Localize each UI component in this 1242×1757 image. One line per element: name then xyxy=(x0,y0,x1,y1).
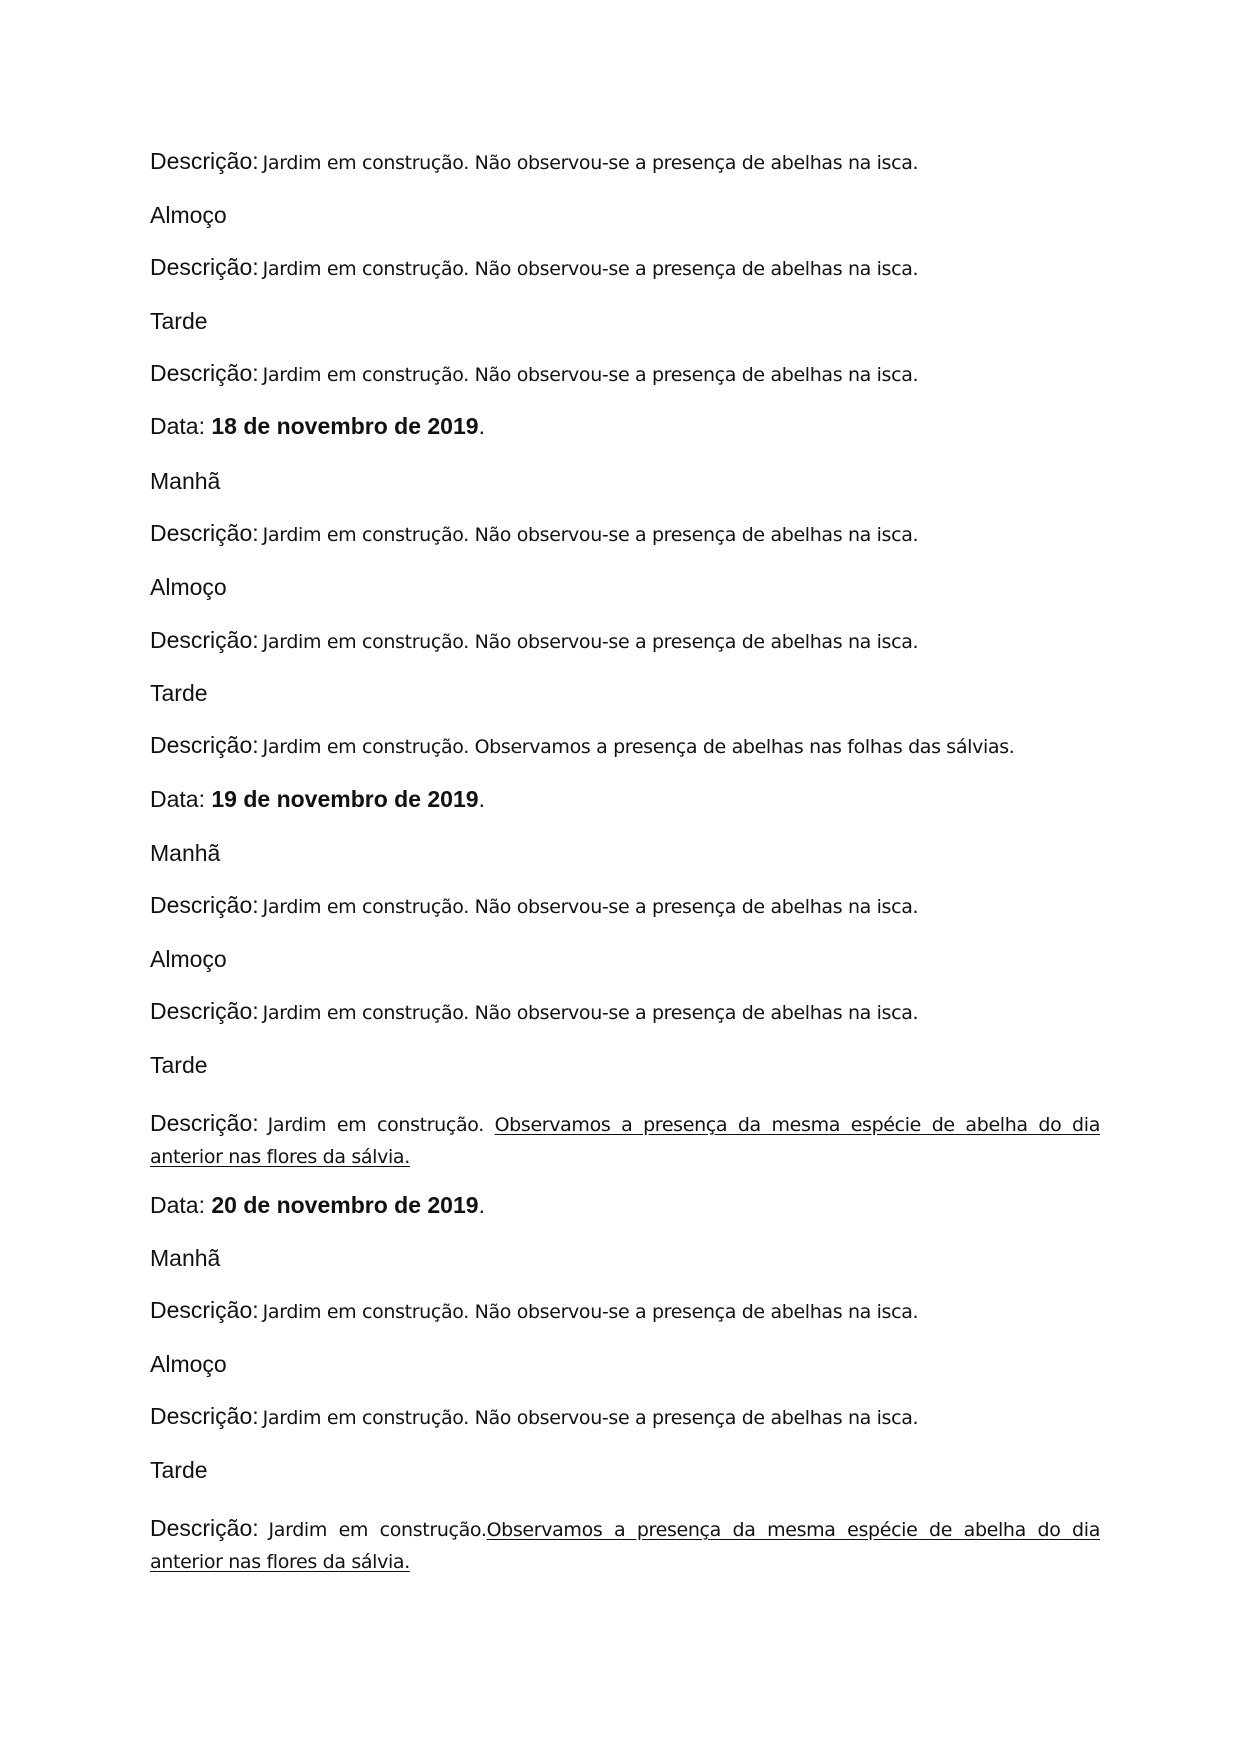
date-value: 18 de novembro de 2019 xyxy=(211,413,479,439)
date-heading xyxy=(150,786,1100,813)
description-text: Jardim em construção. Não observou-se a presença de abelhas na isca. xyxy=(262,896,919,918)
description-line xyxy=(150,360,1100,387)
description-label: Descrição: xyxy=(150,148,259,174)
description-text: Jardim em construção. Não observou-se a presença de abelhas na isca. xyxy=(262,152,919,174)
period-heading: Manhã xyxy=(150,840,221,866)
description-label: Descrição: xyxy=(150,360,259,386)
description-label: Descrição: xyxy=(150,520,259,546)
description-line xyxy=(150,627,1100,654)
description-text: Jardim em construção. Não observou-se a presença de abelhas na isca. xyxy=(262,258,919,280)
description-label: Descrição: xyxy=(150,1110,259,1136)
date-period: . xyxy=(478,786,485,812)
description-underlined-text: Observamos a presença da mesma espécie de abelha do dia anterior nas flores da sálvia. xyxy=(150,1519,1100,1573)
description-text: Jardim em construção. Não observou-se a presença de abelhas na isca. xyxy=(262,1301,919,1323)
description-label: Descrição: xyxy=(150,627,259,653)
period-heading: Almoço xyxy=(150,574,227,600)
description-line xyxy=(150,148,1100,175)
description-line xyxy=(150,998,1100,1025)
description-label: Descrição: xyxy=(150,254,259,280)
description-line xyxy=(150,1403,1100,1430)
period-heading: Tarde xyxy=(150,680,208,706)
period-heading: Tarde xyxy=(150,1457,208,1483)
description-label: Descrição: xyxy=(150,1515,259,1541)
period-heading: Almoço xyxy=(150,946,227,972)
description-line xyxy=(150,520,1100,547)
description-label: Descrição: xyxy=(150,892,259,918)
date-period: . xyxy=(478,1192,485,1218)
description-label: Descrição: xyxy=(150,1403,259,1429)
description-text: Jardim em construção. xyxy=(268,1519,487,1541)
date-value: 19 de novembro de 2019 xyxy=(211,786,479,812)
description-paragraph xyxy=(150,1513,1100,1579)
description-underlined-text: Observamos a presença da mesma espécie de abelha do dia anterior nas flores da sálvia. xyxy=(150,1114,1100,1168)
period-heading: Almoço xyxy=(150,1351,227,1377)
description-text: Jardim em construção. Não observou-se a presença de abelhas na isca. xyxy=(262,524,919,546)
description-label: Descrição: xyxy=(150,1297,259,1323)
date-label: Data: xyxy=(150,786,205,812)
period-heading: Manhã xyxy=(150,1245,221,1271)
period-heading: Almoço xyxy=(150,202,227,228)
date-value: 20 de novembro de 2019 xyxy=(211,1192,479,1218)
description-label: Descrição: xyxy=(150,732,259,758)
date-label: Data: xyxy=(150,413,205,439)
period-heading: Manhã xyxy=(150,468,221,494)
date-period: . xyxy=(478,413,485,439)
description-text: Jardim em construção. Observamos a presença de abelhas nas folhas das sálvias. xyxy=(262,736,1015,758)
description-line xyxy=(150,1297,1100,1324)
description-text: Jardim em construção. Não observou-se a presença de abelhas na isca. xyxy=(262,631,919,653)
description-line xyxy=(150,254,1100,281)
description-label: Descrição: xyxy=(150,998,259,1024)
period-heading: Tarde xyxy=(150,1052,208,1078)
description-line xyxy=(150,892,1100,919)
description-text: Jardim em construção. Não observou-se a presença de abelhas na isca. xyxy=(262,364,919,386)
description-line xyxy=(150,732,1100,759)
description-text: Jardim em construção. Não observou-se a presença de abelhas na isca. xyxy=(262,1407,919,1429)
description-text: Jardim em construção. Não observou-se a presença de abelhas na isca. xyxy=(262,1002,919,1024)
date-heading xyxy=(150,413,1100,440)
description-text: Jardim em construção. xyxy=(267,1114,495,1136)
description-paragraph xyxy=(150,1108,1100,1174)
date-label: Data: xyxy=(150,1192,205,1218)
period-heading: Tarde xyxy=(150,308,208,334)
date-heading xyxy=(150,1192,1100,1219)
